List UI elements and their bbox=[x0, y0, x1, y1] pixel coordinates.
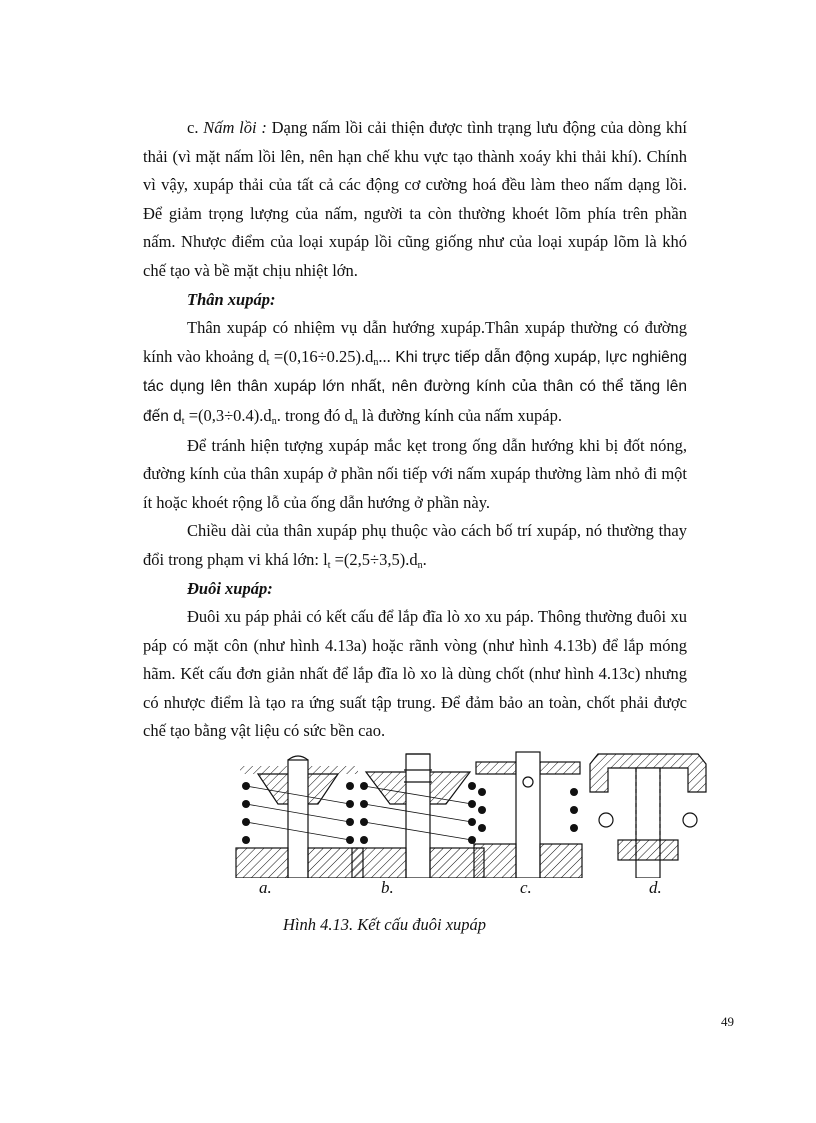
label-a: a. bbox=[259, 878, 272, 897]
heading-valve-stem: Thân xupáp: bbox=[187, 289, 276, 309]
label-d: d. bbox=[649, 878, 662, 897]
figure-d-split-cotter-tail bbox=[590, 754, 706, 878]
figure-caption: Hình 4.13. Kết cấu đuôi xupáp bbox=[283, 915, 487, 934]
paragraph-stem-length: Chiều dài của thân xupáp phụ thuộc vào cách bố trí xupáp, nó thường thay đổi trong phạm vi khá lớn: $l_t =(2,5\div 3,5).d_n$. bbox=[143, 521, 687, 571]
figure-a-conical-tail bbox=[236, 756, 363, 878]
paragraph-stem-sticking: Để tránh hiện tượng xupáp mắc kẹt trong ống dẫn hướng khi bị đốt nóng, đường kính của thân xupáp ở phần nối tiếp với nấm xupáp thường làm nhỏ đi một ít hoặc khoét rộng lỗ của ống dẫn hướng ở phần này. bbox=[143, 435, 687, 512]
term-convex-head: Nấm lồi : bbox=[203, 118, 267, 137]
valve-tail-figure bbox=[228, 748, 728, 878]
page-number: 49 bbox=[721, 1014, 734, 1029]
label-c: c. bbox=[520, 878, 532, 897]
paragraph-convex-head: c. Nấm lồi : Dạng nấm lồi cải thiện được tình trạng lưu động của dòng khí thải (vì mặt nấm lồi lên, nên hạn chế khu vực tạo thành xoáy khi thải khí). Chính vì vậy, xupáp thải của tất cả các động cơ cường hoá đều làm theo nấm dạng lồi. Để giảm trọng lượng của nấm, người ta còn thường khoét lõm phía trên phần nấm. Nhược điểm của loại xupáp lồi cũng giống như của loại xupáp lõm là khó chế tạo và bề mặt chịu nhiệt lớn. bbox=[143, 118, 688, 280]
paragraph-stem-diameter: Thân xupáp có nhiệm vụ dẫn hướng xupáp.Thân xupáp thường có đường kính vào khoảng $d_t =(0,16\div 0.25).d_n$... Khi trực tiếp dẫn động xupáp, lực nghiêng tác dụng lên thân xupáp lớn nhất, nên đường kính của thân có thể tăng lên đến $d_t =(0,3\div 0.4).d_n$. trong đó $d_n$ là đường kính của nấm xupáp. bbox=[143, 318, 688, 427]
figure-c-pin-tail bbox=[474, 752, 582, 878]
body-text bbox=[143, 114, 687, 746]
figure-labels bbox=[0, 878, 816, 904]
heading-valve-tail: Đuôi xupáp: bbox=[187, 578, 273, 598]
paragraph-valve-tail: Đuôi xu páp phải có kết cấu để lắp đĩa lò xo xu páp. Thông thường đuôi xu páp có mặt côn (như hình 4.13a) hoặc rãnh vòng (như hình 4.13b) để lắp móng hãm. Kết cấu đơn giản nhất để lắp đĩa lò xo là dùng chốt (như hình 4.13c) nhưng có nhược điểm là tạo ra ứng suất tập trung. Để đảm bảo an toàn, chốt phải được chế tạo bằng vật liệu có sức bền cao. bbox=[143, 607, 687, 741]
figure-b-grooved-tail bbox=[352, 754, 484, 878]
label-b: b. bbox=[381, 878, 394, 897]
